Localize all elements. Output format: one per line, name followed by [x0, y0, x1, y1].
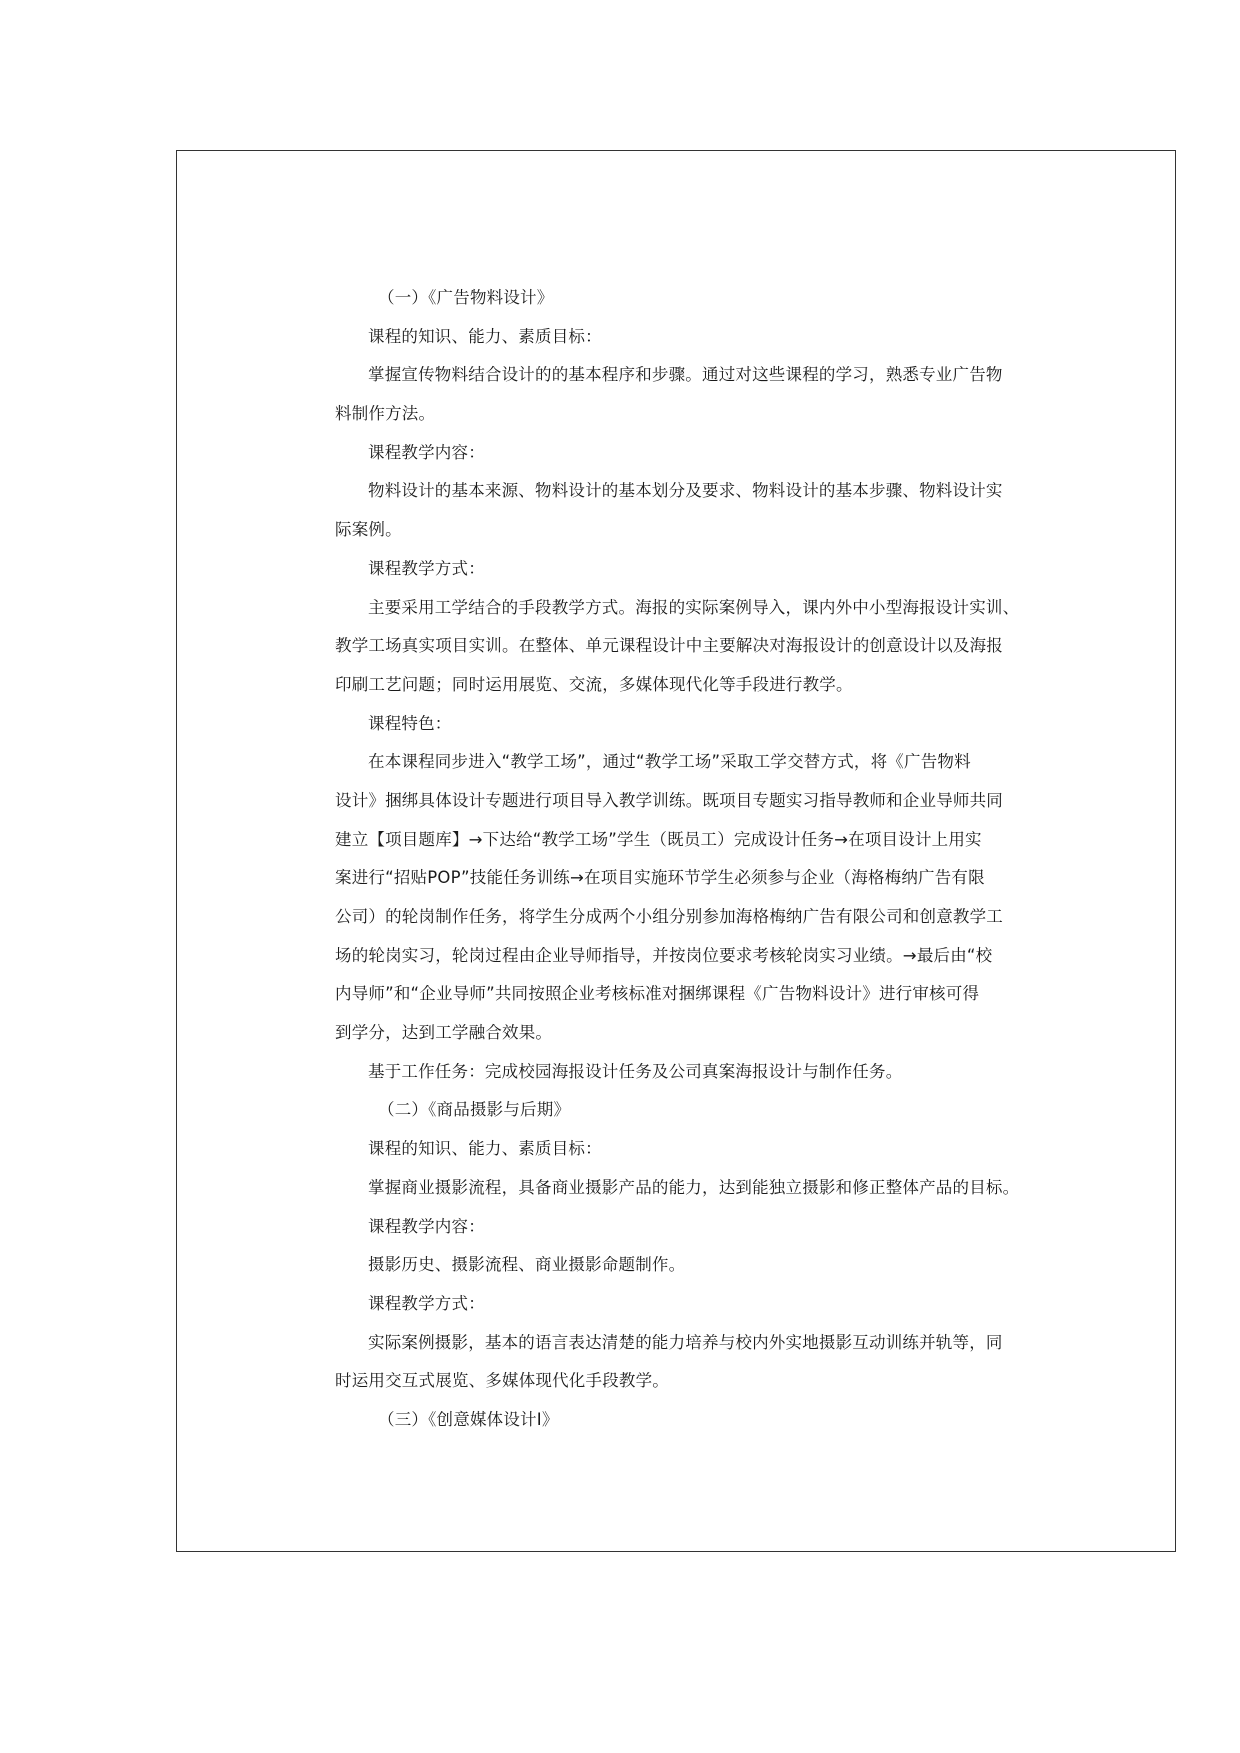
- paragraph-line: 摄影历史、摄影流程、商业摄影命题制作。: [368, 1255, 686, 1275]
- paragraph-line: 公司）的轮岗制作任务，将学生分成两个小组分别参加海格梅纳广告有限公司和创意教学工: [335, 907, 1003, 926]
- paragraph-line: 主要采用工学结合的手段教学方式。海报的实际案例导入，课内外中小型海报设计实训、: [368, 597, 1020, 617]
- paragraph-line: 在本课程同步进入“教学工场”，通过“教学工场”采取工学交替方式，将《广告物料: [368, 752, 971, 772]
- paragraph-label: 课程教学内容：: [368, 1216, 485, 1236]
- paragraph-label: 课程的知识、能力、素质目标：: [368, 326, 602, 346]
- paragraph-line: 到学分，达到工学融合效果。: [335, 1023, 553, 1043]
- paragraph-line: 案进行“招贴POP”技能任务训练→在项目实施环节学生必须参与企业（海格梅纳广告有限: [335, 868, 985, 888]
- paragraph-label: 课程教学方式：: [368, 1293, 485, 1313]
- paragraph-line: 印刷工艺问题；同时运用展览、交流，多媒体现代化等手段进行教学。: [335, 674, 853, 694]
- paragraph-line: 场的轮岗实习，轮岗过程由企业导师指导，并按岗位要求考核轮岗实习业绩。→最后由“校: [335, 945, 993, 965]
- paragraph-line: 掌握商业摄影流程，具备商业摄影产品的能力，达到能独立摄影和修正整体产品的目标。: [368, 1177, 1020, 1197]
- paragraph-line: 际案例。: [335, 520, 402, 540]
- paragraph-line: 设计》捆绑具体设计专题进行项目导入教学训练。既项目专题实习指导教师和企业导师共同: [335, 790, 1003, 810]
- paragraph-line: 实际案例摄影，基本的语言表达清楚的能力培养与校内外实地摄影互动训练并轨等，同: [368, 1332, 1003, 1352]
- paragraph-line: 教学工场真实项目实训。在整体、单元课程设计中主要解决对海报设计的创意设计以及海报: [335, 636, 1003, 656]
- paragraph-line: 建立【项目题库】→下达给“教学工场”学生（既员工）完成设计任务→在项目设计上用实: [335, 829, 982, 849]
- paragraph-label: 课程特色：: [368, 713, 452, 733]
- paragraph-line: 内导师”和“企业导师”共同按照企业考核标准对捆绑课程《广告物料设计》进行审核可得: [335, 984, 980, 1004]
- paragraph-line: 基于工作任务：完成校园海报设计任务及公司真案海报设计与制作任务。: [368, 1061, 903, 1081]
- paragraph-line: 时运用交互式展览、多媒体现代化手段教学。: [335, 1371, 669, 1391]
- paragraph-line: 料制作方法。: [335, 404, 436, 424]
- paragraph-label: 课程教学方式：: [368, 558, 485, 578]
- paragraph-line: 物料设计的基本来源、物料设计的基本划分及要求、物料设计的基本步骤、物料设计实: [368, 481, 1003, 501]
- paragraph-label: 课程教学内容：: [368, 442, 485, 462]
- section-heading: （三）《创意媒体设计Ⅰ》: [378, 1409, 559, 1429]
- paragraph-line: 掌握宣传物料结合设计的的基本程序和步骤。通过对这些课程的学习，熟悉专业广告物: [368, 365, 1003, 385]
- section-heading: （一）《广告物料设计》: [378, 288, 554, 307]
- paragraph-label: 课程的知识、能力、素质目标：: [368, 1139, 602, 1159]
- document-body: [335, 279, 1040, 1440]
- section-heading: （二）《商品摄影与后期》: [378, 1100, 571, 1120]
